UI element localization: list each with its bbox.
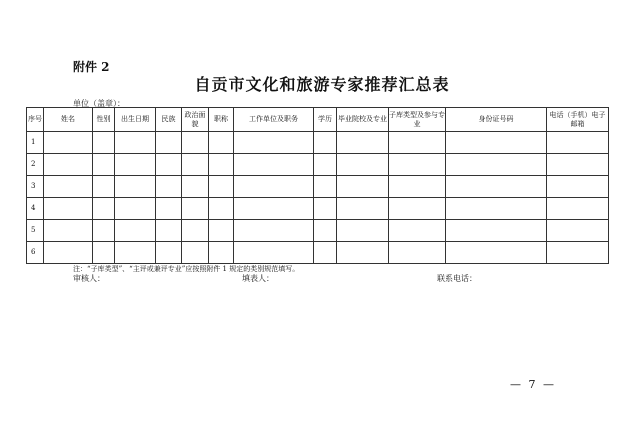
- cell-name[interactable]: [44, 132, 93, 154]
- cell-employer-position[interactable]: [234, 176, 314, 198]
- cell-school-major[interactable]: [337, 242, 389, 264]
- table-row: [27, 198, 609, 220]
- cell-title[interactable]: [209, 198, 234, 220]
- cell-education[interactable]: [314, 220, 337, 242]
- cell-school-major[interactable]: [337, 220, 389, 242]
- cell-phone-email[interactable]: [547, 176, 609, 198]
- cell-education[interactable]: [314, 132, 337, 154]
- cell-id-number[interactable]: [446, 176, 547, 198]
- cell-employer-position[interactable]: [234, 154, 314, 176]
- table-row: [27, 220, 609, 242]
- column-header-name: 姓名: [44, 108, 93, 132]
- cell-employer-position[interactable]: [234, 132, 314, 154]
- cell-school-major[interactable]: [337, 154, 389, 176]
- column-header-education: 学历: [314, 108, 337, 132]
- cell-name[interactable]: [44, 242, 93, 264]
- table-row: [27, 176, 609, 198]
- cell-birthdate[interactable]: [115, 176, 156, 198]
- cell-ethnicity[interactable]: [156, 220, 182, 242]
- cell-school-major[interactable]: [337, 132, 389, 154]
- cell-phone-email[interactable]: [547, 242, 609, 264]
- row-number: 2: [27, 154, 44, 176]
- cell-political-status[interactable]: [182, 132, 209, 154]
- cell-employer-position[interactable]: [234, 242, 314, 264]
- cell-id-number[interactable]: [446, 220, 547, 242]
- row-number: 6: [27, 242, 44, 264]
- cell-gender[interactable]: [93, 220, 115, 242]
- form-filler-label: 填表人：: [242, 274, 274, 283]
- cell-school-major[interactable]: [337, 176, 389, 198]
- cell-ethnicity[interactable]: [156, 132, 182, 154]
- column-header-phone-email: 电话（手机）电子邮箱: [547, 108, 609, 132]
- table-row: [27, 242, 609, 264]
- cell-gender[interactable]: [93, 242, 115, 264]
- column-header-employer-position: 工作单位及职务: [234, 108, 314, 132]
- row-number: 3: [27, 176, 44, 198]
- table-row: [27, 154, 609, 176]
- cell-name[interactable]: [44, 198, 93, 220]
- attachment-label: 附件 2: [73, 60, 110, 74]
- cell-birthdate[interactable]: [115, 242, 156, 264]
- expert-summary-table: [26, 107, 609, 264]
- cell-title[interactable]: [209, 154, 234, 176]
- cell-birthdate[interactable]: [115, 198, 156, 220]
- cell-id-number[interactable]: [446, 154, 547, 176]
- cell-sublibrary-type[interactable]: [389, 220, 446, 242]
- contact-phone-label: 联系电话：: [437, 274, 477, 283]
- cell-education[interactable]: [314, 176, 337, 198]
- cell-school-major[interactable]: [337, 198, 389, 220]
- cell-political-status[interactable]: [182, 198, 209, 220]
- cell-birthdate[interactable]: [115, 132, 156, 154]
- cell-education[interactable]: [314, 154, 337, 176]
- cell-employer-position[interactable]: [234, 198, 314, 220]
- cell-education[interactable]: [314, 242, 337, 264]
- cell-sublibrary-type[interactable]: [389, 176, 446, 198]
- cell-ethnicity[interactable]: [156, 154, 182, 176]
- cell-gender[interactable]: [93, 198, 115, 220]
- cell-sublibrary-type[interactable]: [389, 132, 446, 154]
- cell-birthdate[interactable]: [115, 154, 156, 176]
- cell-sublibrary-type[interactable]: [389, 198, 446, 220]
- cell-title[interactable]: [209, 132, 234, 154]
- column-header-seq: 序号: [27, 108, 44, 132]
- column-header-id-number: 身份证号码: [446, 108, 547, 132]
- cell-title[interactable]: [209, 220, 234, 242]
- cell-political-status[interactable]: [182, 220, 209, 242]
- column-header-gender: 性别: [93, 108, 115, 132]
- row-number: 5: [27, 220, 44, 242]
- cell-gender[interactable]: [93, 176, 115, 198]
- cell-phone-email[interactable]: [547, 198, 609, 220]
- cell-political-status[interactable]: [182, 242, 209, 264]
- footnote: 注：“子库类型”、“主评或兼评专业”应按照附件 1 规定的类别规范填写。: [73, 265, 300, 273]
- reviewer-label: 审核人：: [73, 274, 105, 283]
- row-number: 4: [27, 198, 44, 220]
- unit-stamp-label: 单位（盖章）：: [73, 99, 125, 108]
- cell-name[interactable]: [44, 154, 93, 176]
- cell-sublibrary-type[interactable]: [389, 154, 446, 176]
- table-row: [27, 132, 609, 154]
- cell-birthdate[interactable]: [115, 220, 156, 242]
- row-number: 1: [27, 132, 44, 154]
- cell-id-number[interactable]: [446, 242, 547, 264]
- cell-political-status[interactable]: [182, 176, 209, 198]
- cell-gender[interactable]: [93, 154, 115, 176]
- cell-gender[interactable]: [93, 132, 115, 154]
- cell-name[interactable]: [44, 176, 93, 198]
- cell-id-number[interactable]: [446, 132, 547, 154]
- cell-ethnicity[interactable]: [156, 176, 182, 198]
- column-header-political-status: 政治面貌: [182, 108, 209, 132]
- column-header-school-major: 毕业院校及专业: [337, 108, 389, 132]
- cell-political-status[interactable]: [182, 154, 209, 176]
- table-header-row: [27, 108, 609, 132]
- cell-education[interactable]: [314, 198, 337, 220]
- column-header-sublibrary-type: 子库类型及参与专业: [389, 108, 446, 132]
- cell-sublibrary-type[interactable]: [389, 242, 446, 264]
- cell-phone-email[interactable]: [547, 154, 609, 176]
- cell-title[interactable]: [209, 242, 234, 264]
- page-number: — 7 —: [510, 378, 556, 391]
- cell-ethnicity[interactable]: [156, 242, 182, 264]
- column-header-birthdate: 出生日期: [115, 108, 156, 132]
- cell-phone-email[interactable]: [547, 132, 609, 154]
- column-header-ethnicity: 民族: [156, 108, 182, 132]
- cell-ethnicity[interactable]: [156, 198, 182, 220]
- cell-name[interactable]: [44, 220, 93, 242]
- cell-employer-position[interactable]: [234, 220, 314, 242]
- page-title: 自贡市文化和旅游专家推荐汇总表: [194, 75, 450, 94]
- cell-id-number[interactable]: [446, 198, 547, 220]
- cell-phone-email[interactable]: [547, 220, 609, 242]
- cell-title[interactable]: [209, 176, 234, 198]
- column-header-title: 职称: [209, 108, 234, 132]
